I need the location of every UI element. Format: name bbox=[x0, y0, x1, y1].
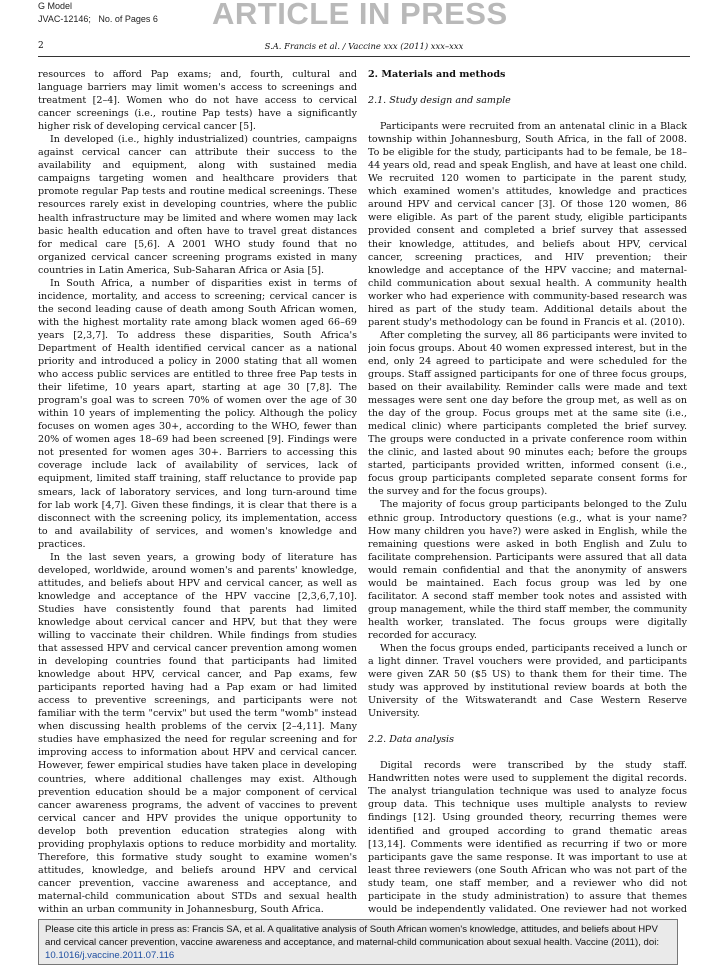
gmodel-label: G Model bbox=[38, 1, 73, 11]
right-column bbox=[368, 68, 687, 916]
running-head: S.A. Francis et al. / Vaccine xxx (2011) xxx–xxx bbox=[264, 41, 464, 51]
header-rule bbox=[38, 56, 690, 57]
paragraph: resources to afford Pap exams; and, fourth, cultural and language barriers may limit women's access to screenings and treatment [2–4]. Women who do not have access to cervical cancer screenings (i.e., routine Pap tests) have a significantly higher risk of developing cervical cancer [5]. bbox=[38, 69, 357, 133]
paragraph: Digital records were transcribed by the study staff. Handwritten notes were used to supplement the digital records. The analyst triangulation technique was used to analyze focus group data. This technique uses multiple analysts to review findings [12]. Using grounded theory, recurring themes were identified and grouped according to grand thematic areas [13,14]. Comments were identified as recurring if two or more participants gave the same response. It was important to use at least three reviewers (one South African who was not part of the study team, one staff member, and a reviewer who did not participate in the study administration) to assure that themes would be independently validated. One reviewer had not worked bbox=[368, 760, 687, 915]
left-column bbox=[38, 68, 357, 916]
header-meta bbox=[38, 0, 158, 26]
doi-prefix: doi: bbox=[643, 937, 660, 949]
subsection-title-design: 2.1. Study design and sample bbox=[368, 95, 511, 107]
journal-code: JVAC-12146; bbox=[38, 14, 91, 24]
page-number: 2 bbox=[38, 41, 44, 51]
citation-box bbox=[38, 919, 678, 965]
paragraph: When the focus groups ended, participants received a lunch or a light dinner. Travel vouchers were provided, and participants were given ZAR 50 ($5 US) to thank them for their time. The study was approved by institutional review boards at both the University of the Witswaterandt and Case Western Reserve University. bbox=[368, 642, 687, 720]
paragraph: In South Africa, a number of disparities exist in terms of incidence, mortality, and access to screening; cervical cancer is the second leading cause of death among South African women, with the highest mortality rate among black women aged 66–69 years [2,3,7]. To address these disparities, South Africa's Department of Health identified cervical cancer as a national priority and introduced a policy in 2000 stating that all women who access public services are entitled to three free Pap tests in their lifetime, 10 years apart, starting at age 30 [7,8]. The program's goal was to screen 70% of women over the age of 30 within 10 years of implementing the policy. Although the policy focuses on women ages 30+, according to the WHO, fewer than 20% of women ages 18–69 had been screened [9]. Findings were not presented for women ages 30+. Barriers to accessing this coverage include lack of availability of services, lack of equipment, limited staff training, staff reluctance to provide pap smears, lack of laboratory services, and long turn-around time for lab work [4,7]. Given these findings, it is clear that there is a disconnect with the screening policy, its implementation, access to and availability of services, and women's knowledge and practices. bbox=[38, 277, 357, 550]
doi-link[interactable]: 10.1016/j.vaccine.2011.07.116 bbox=[45, 950, 175, 962]
journal-code-line bbox=[38, 13, 158, 26]
section-title-methods: 2. Materials and methods bbox=[368, 69, 506, 80]
paragraph: In developed (i.e., highly industrialized) countries, campaigns against cervical cancer can attribute their success to the availability and equipment, along with sustained media campaigns targeting women and healthcare providers that promote regular Pap tests and routine medical screenings. These resources rarely exist in developing countries, where the public health infrastructure may be limited and where women may lack basic health education and often have to travel great distances for medical care [5,6]. A 2001 WHO study found that no organized cervical cancer screening programs existed in many countries in Latin America, Sub-Saharan Africa or Asia [5]. bbox=[38, 134, 357, 276]
citation-text: Please cite this article in press as: Francis SA, et al. A qualitative analysis of South African women's knowledge, attitudes, and beliefs about HPV and cervical cancer prevention, vaccine awareness and acceptance, and maternal-child communication about sexual health. Vaccine (2011), bbox=[45, 924, 658, 949]
paragraph: In the last seven years, a growing body of literature has developed, worldwide, around women's and parents' knowledge, attitudes, and beliefs about HPV and cervical cancer, as well as knowledge and acceptance of the HPV vaccine [2,3,6,7,10]. Studies have consistently found that parents had limited knowledge about cervical cancer and HPV, but that they were willing to vaccinate their children. While findings from studies that assessed HPV and cervical cancer prevention among women in developing countries found that participants had limited knowledge about HPV, cervical cancer, and Pap exams, few participants reported having had a Pap exam or had limited access to preventive screenings, and participants were not familiar with the term "cervix" but used the term "womb" instead when discussing health problems of the cervix [2–4,11]. Many studies have emphasized the need for regular screening and for improving access to information about HPV and cervical cancer. However, fewer empirical studies have taken place in developing countries, where additional challenges may exist. Although prevention education should be a major component of cervical cancer awareness programs, the advent of vaccines to prevent cervical cancer and HPV provides the unique opportunity to develop both prevention education strategies along with providing prophylaxis options to reduce morbidity and mortality. Therefore, this formative study sought to examine women's attitudes, knowledge, and beliefs around HPV and cervical cancer prevention, vaccine awareness and acceptance, and maternal-child communication about STDs and sexual health within an urban community in Johannesburg, South Africa. bbox=[38, 551, 357, 915]
paragraph: Participants were recruited from an antenatal clinic in a Black township within Johannesburg, South Africa, in the fall of 2008. To be eligible for the study, participants had to be female, be 18–44 years old, read and speak English, and have at least one child. We recruited 120 women to participate in the parent study, which examined women's attitudes, knowledge and practices around HPV and cervical cancer [3]. Of those 120 women, 86 were eligible. As part of the parent study, eligible participants provided consent and completed a brief survey that assessed their knowledge, attitudes, and beliefs about HPV, cervical cancer, screening practices, and HIV prevention; their knowledge and acceptance of the HPV vaccine; and maternal-child communication about sexual health. A community health worker who had experience with community-based research was hired as part of the study team. Additional details about the parent study's methodology can be found in Francis et al. (2010). bbox=[368, 121, 687, 328]
paragraph: The majority of focus group participants belonged to the Zulu ethnic group. Introductory questions (e.g., what is your name? How many children you have?) were asked in English, while the remaining questions were asked in both English and Zulu to facilitate comprehension. Participants were assured that all data would remain confidential and that the anonymity of answers would be maintained. Each focus group was led by one facilitator. A second staff member took notes and assisted with group management, while the third staff member, the community health worker, translated. The focus groups were digitally recorded for accuracy. bbox=[368, 499, 687, 641]
paragraph: After completing the survey, all 86 participants were invited to join focus groups. About 40 women expressed interest, but in the end, only 24 agreed to participate and were scheduled for the groups. Staff assigned participants for one of three focus groups, based on their availability. Reminder calls were made and text messages were sent one day before the group met, as well as on the day of the group. Focus groups met at the same site (i.e., medical clinic) where participants completed the brief survey. The groups were conducted in a private conference room within the clinic, and lasted about 90 minutes each; before the groups started, participants provided written, informed consent (i.e., focus group participants completed separate consent forms for the survey and for the focus groups). bbox=[368, 329, 687, 498]
subsection-title-analysis: 2.2. Data analysis bbox=[368, 734, 454, 746]
article-in-press-banner: ARTICLE IN PRESS bbox=[212, 0, 508, 31]
page-count: No. of Pages 6 bbox=[98, 14, 158, 24]
